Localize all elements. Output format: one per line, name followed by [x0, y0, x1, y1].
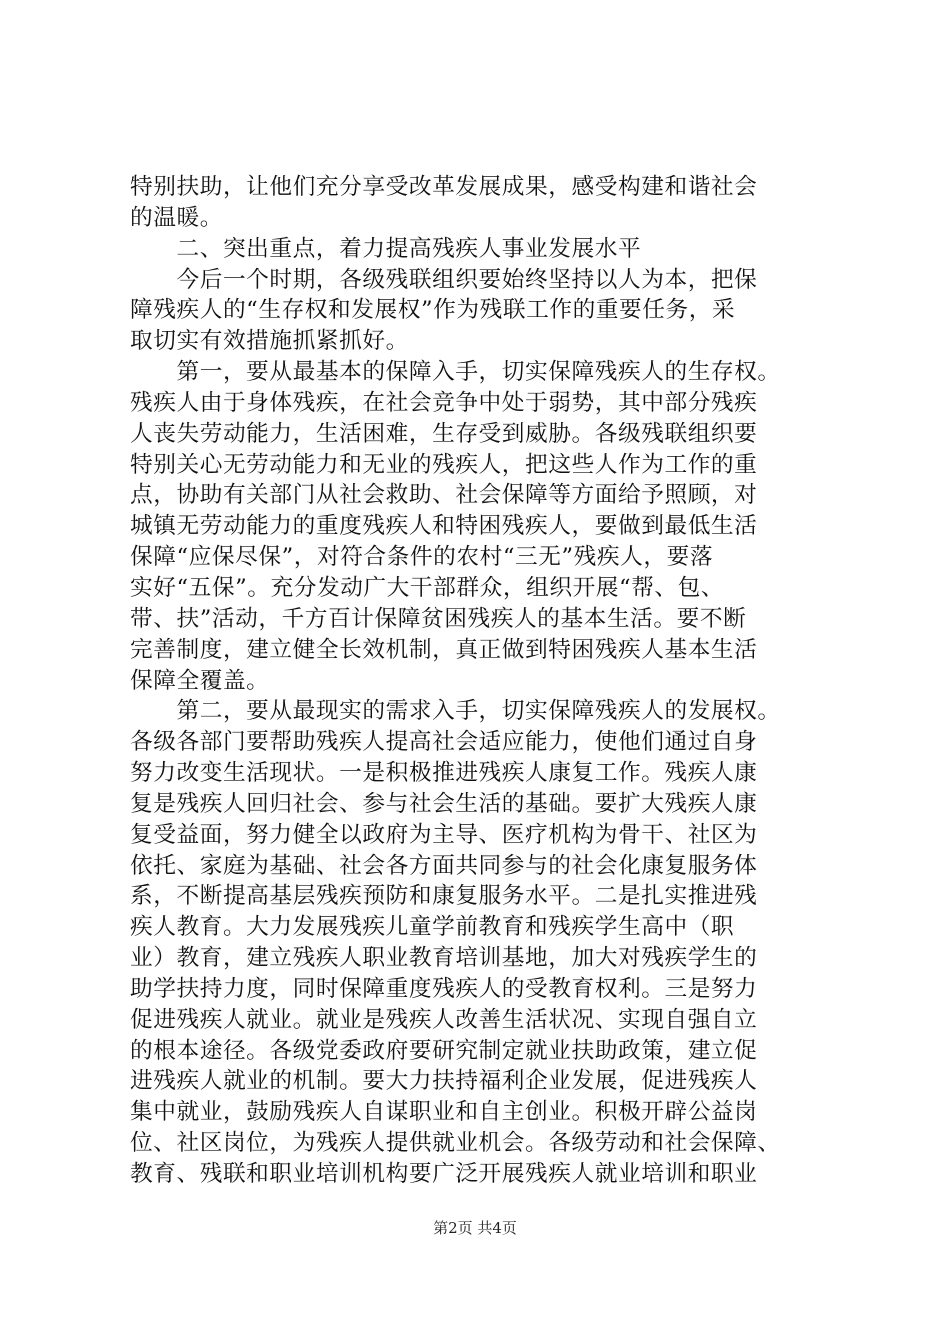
- text-line: 复受益面，努力健全以政府为主导、医疗机构为骨干、社区为: [130, 821, 758, 848]
- text-line: 的温暖。: [130, 204, 223, 231]
- text-line: 城镇无劳动能力的重度残疾人和特困残疾人，要做到最低生活: [130, 513, 758, 540]
- text-line: 的根本途径。各级党委政府要研究制定就业扶助政策，建立促: [130, 1037, 758, 1064]
- text-line: 第二，要从最现实的需求入手，切实保障残疾人的发展权。: [130, 698, 781, 725]
- text-line: 取切实有效措施抓紧抓好。: [130, 328, 409, 355]
- text-line: 集中就业，鼓励残疾人自谋职业和自主创业。积极开辟公益岗: [130, 1099, 758, 1126]
- page-number-footer: 第2页 共4页: [433, 1219, 517, 1237]
- text-line: 保障“应保尽保”，对符合条件的农村“三无”残疾人，要落: [130, 544, 714, 571]
- text-line: 进残疾人就业的机制。要大力扶持福利企业发展，促进残疾人: [130, 1068, 758, 1095]
- text-line: 位、社区岗位，为残疾人提供就业机会。各级劳动和社会保障、: [130, 1130, 781, 1157]
- text-line: 助学扶持力度，同时保障重度残疾人的受教育权利。三是努力: [130, 975, 758, 1002]
- text-line: 系，不断提高基层残疾预防和康复服务水平。二是扎实推进残: [130, 883, 758, 910]
- text-line: 残疾人由于身体残疾，在社会竞争中处于弱势，其中部分残疾: [130, 389, 758, 416]
- section-heading: 二、突出重点，着力提高残疾人事业发展水平: [130, 235, 642, 262]
- text-line: 保障全覆盖。: [130, 667, 270, 694]
- text-line: 完善制度，建立健全长效机制，真正做到特困残疾人基本生活: [130, 636, 758, 663]
- text-line: 教育、残联和职业培训机构要广泛开展残疾人就业培训和职业: [130, 1161, 758, 1187]
- text-line: 疾人教育。大力发展残疾儿童学前教育和残疾学生高中（职: [130, 914, 735, 941]
- text-line: 点，协助有关部门从社会救助、社会保障等方面给予照顾，对: [130, 482, 758, 509]
- text-line: 依托、家庭为基础、社会各方面共同参与的社会化康复服务体: [130, 852, 758, 879]
- text-line: 第一，要从最基本的保障入手，切实保障残疾人的生存权。: [130, 359, 781, 386]
- text-line: 业）教育，建立残疾人职业教育培训基地，加大对残疾学生的: [130, 945, 758, 972]
- text-line: 复是残疾人回归社会、参与社会生活的基础。要扩大残疾人康: [130, 790, 758, 817]
- text-line: 今后一个时期，各级残联组织要始终坚持以人为本，把保: [130, 266, 758, 293]
- text-line: 实好“五保”。充分发动广大干部群众，组织开展“帮、包、: [130, 574, 725, 601]
- text-line: 特别扶助，让他们充分享受改革发展成果，感受构建和谐社会: [130, 174, 758, 200]
- text-line: 各级各部门要帮助残疾人提高社会适应能力，使他们通过自身: [130, 729, 758, 756]
- text-line: 努力改变生活现状。一是积极推进残疾人康复工作。残疾人康: [130, 760, 758, 787]
- text-line: 带、扶”活动，千方百计保障贫困残疾人的基本生活。要不断: [130, 605, 747, 632]
- text-line: 促进残疾人就业。就业是残疾人改善生活状况、实现自强自立: [130, 1006, 758, 1033]
- document-body: [130, 172, 840, 1190]
- text-line: 特别关心无劳动能力和无业的残疾人，把这些人作为工作的重: [130, 451, 758, 478]
- text-line: 障残疾人的“生存权和发展权”作为残联工作的重要任务，采: [130, 297, 736, 324]
- text-line: 人丧失劳动能力，生活困难，生存受到威胁。各级残联组织要: [130, 420, 758, 447]
